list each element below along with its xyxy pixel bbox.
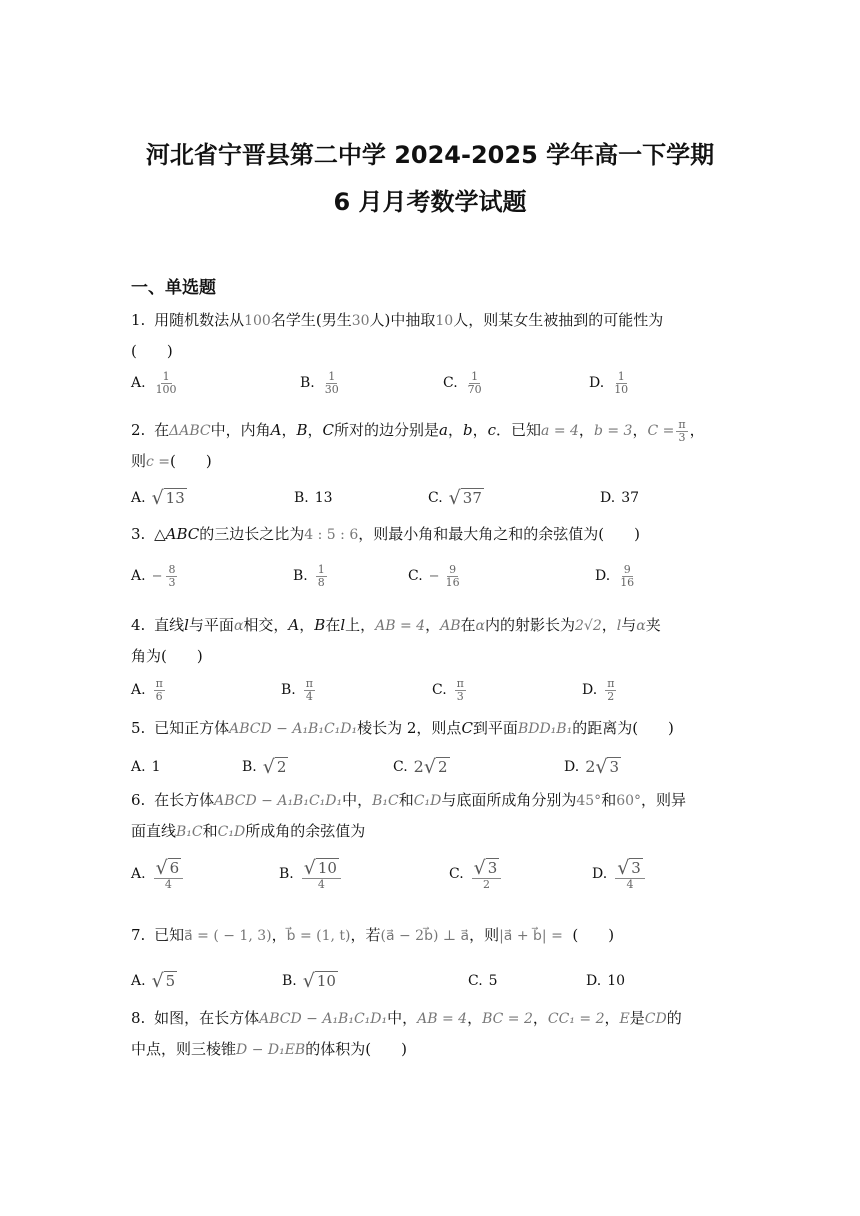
option-c [432,673,468,707]
question-text: ，则 [469,926,500,944]
square-root: √ 13 [151,487,185,509]
separator: ， [425,616,441,634]
options-q4 [131,673,731,707]
question-number: 8. [131,1009,146,1027]
fraction: $\frac{1}{100}$ [155,369,177,396]
separator: ， [689,421,705,439]
question-number: 6. [131,791,146,809]
question-text: △ [154,525,166,543]
variable: C [461,719,473,737]
option-b [281,673,317,707]
math-expr: AB = 4 [417,1011,468,1027]
question-text: 的距离为( ) [572,719,674,737]
question-text: 在 [325,616,341,634]
math-expr: 4 : 5 : 6 [304,527,359,543]
option-b [293,559,329,593]
options-q7 [131,964,731,998]
option-b [242,750,288,784]
question-text: 直线 [154,616,185,634]
question-text: 人)中抽取 [369,311,436,329]
math-expr: CD [644,1011,667,1027]
question-text: 已知正方体 [154,719,230,737]
option-c [408,559,464,593]
question-number: 2. [131,421,146,439]
option-label: D. [600,490,616,506]
question-text: 与平面 [188,616,234,634]
variable: a [439,421,448,439]
option-label: B. [294,490,309,506]
option-label: B. [279,866,294,882]
option-label: A. [131,375,146,391]
math-expr: CC₁ = 2 [547,1011,605,1027]
question-text: 和 [398,791,414,809]
separator: ， [271,926,287,944]
fraction: $\frac{\pi}{6}$ [155,676,163,703]
question-text: 与 [621,616,637,634]
fraction: √ 3 2 [472,858,502,891]
separator: ， [467,1009,483,1027]
option-b [279,852,343,896]
question-text: 已知 [154,926,185,944]
option-d [592,852,647,896]
math-expr: a = 4 [541,423,579,439]
option-d [600,481,639,515]
separator: ， [601,616,617,634]
option-a [131,559,179,593]
question-text: 与底面所成角分别为 [441,791,577,809]
math-expr: (a⃗ − 2b⃗) ⊥ a⃗ [380,928,470,944]
math-expr: B₁C [176,824,203,840]
question-text: 上， [345,616,376,634]
question-number: 1. [131,311,146,329]
question-text: ，则异 [641,791,687,809]
option-label: D. [595,568,611,584]
options-q5 [131,750,731,784]
option-a [131,673,167,707]
option-label: D. [586,973,602,989]
question-text: 用随机数法从 [154,311,245,329]
fraction: $\frac{1}{30}$ [324,369,339,396]
fraction: $\frac{1}{10}$ [614,369,629,396]
math-expr: D − D₁EB [236,1042,306,1058]
title-line-2: 6 月月考数学试题 [333,188,527,216]
square-root: 2 √ 2 [413,756,448,778]
fraction: $\frac{\pi}{3}$ [678,417,686,444]
option-d [586,964,625,998]
question-text: 的三边长之比为 [199,525,305,543]
math-expr: BDD₁B₁ [517,721,573,737]
question-text: 是 [629,1009,645,1027]
variable: A [288,616,300,634]
option-a [131,366,181,400]
option-label: C. [408,568,423,584]
option-c [468,964,498,998]
option-label: D. [589,375,605,391]
question-text: ( ) [572,926,615,944]
math-expr: a⃗ = ( − 1, 3) [184,928,272,944]
option-label: B. [281,682,296,698]
question-text: 角为( ) [131,647,203,665]
title-line-1: 河北省宁晋县第二中学 2024-2025 学年高一下学期 [145,141,715,169]
option-label: B. [282,973,297,989]
math-expr: α [475,618,485,634]
option-label: A. [131,759,146,775]
options-q6 [131,852,731,896]
option-label: C. [428,490,443,506]
option-a [131,964,177,998]
separator: ， [604,1009,620,1027]
variable: C [322,421,334,439]
question-text: 在 [154,421,170,439]
option-label: A. [131,490,146,506]
separator: ， [472,421,488,439]
option-c [428,481,484,515]
question-text: 到平面 [472,719,518,737]
math-expr: 100 [244,313,271,329]
math-expr: ABCD − A₁B₁C₁D₁ [259,1011,388,1027]
question-text: 则 [131,452,147,470]
question-3 [131,519,731,550]
question-4 [131,610,731,671]
math-expr: α [636,618,646,634]
fraction: $\frac{\pi}{2}$ [607,676,615,703]
question-text: ，若 [350,926,381,944]
variable: c [487,421,497,439]
section-heading: 一、单选题 [131,278,216,298]
option-c [443,366,486,400]
question-text: 和 [202,822,218,840]
option-d [595,559,638,593]
square-root: √ 10 [302,970,336,992]
square-root: √ 2 [262,756,287,778]
question-text: ( ) [170,452,212,470]
separator: ， [632,421,648,439]
fraction: $\frac{8}{3}$ [168,562,176,589]
math-expr: c = [146,454,171,470]
variable: l [184,616,189,634]
separator: ， [532,1009,548,1027]
math-expr: 60° [616,793,642,809]
option-label: C. [432,682,447,698]
square-root: 2 √ 3 [585,756,620,778]
variable: b [462,421,473,439]
math-expr: C = [647,423,675,439]
option-label: C. [449,866,464,882]
separator: ， [299,616,315,634]
options-q1 [131,366,731,400]
option-a [131,852,185,896]
question-text: 和 [601,791,617,809]
fraction: √ 6 4 [154,858,184,891]
option-d [564,750,621,784]
option-b [300,366,343,400]
question-text: 如图，在长方体 [154,1009,260,1027]
question-text: ．已知 [496,421,542,439]
minus-sign: − [151,568,163,584]
separator: ， [578,421,594,439]
question-6 [131,785,731,847]
question-text: 中点，则三棱锥 [131,1040,237,1058]
question-text: 中，内角 [210,421,271,439]
option-label: A. [131,682,146,698]
variable: A [270,421,282,439]
option-value: 13 [314,490,333,506]
option-label: C. [393,759,408,775]
fraction: $\frac{9}{16}$ [620,562,635,589]
option-label: A. [131,866,146,882]
math-expr: b = 3 [593,423,633,439]
question-text: 棱长为 2，则点 [357,719,462,737]
question-text: 的体积为( ) [305,1040,407,1058]
option-c [393,750,450,784]
question-text: 夹 [645,616,661,634]
math-expr: AB [440,618,461,634]
fraction: $\frac{1}{8}$ [317,562,325,589]
variable: B [296,421,308,439]
math-expr: C₁D [217,824,246,840]
math-expr: 10 [435,313,454,329]
math-expr: ABCD − A₁B₁C₁D₁ [214,793,343,809]
option-label: A. [131,973,146,989]
variable: B [314,616,326,634]
math-expr: E [619,1011,630,1027]
question-2 [131,415,731,477]
question-text: ，则最小角和最大角之和的余弦值为( ) [358,525,640,543]
question-1 [131,305,731,366]
option-label: B. [293,568,308,584]
question-text: 面直线 [131,822,177,840]
fraction: $\frac{\pi}{4}$ [305,676,313,703]
math-expr: 30 [351,313,370,329]
option-label: C. [443,375,458,391]
question-7 [131,920,731,951]
option-d [589,366,632,400]
option-b [282,964,338,998]
question-text: 名学生(男生 [270,311,352,329]
option-label: B. [300,375,315,391]
math-expr: 2√2 [575,618,602,634]
variable: l [340,616,346,634]
variable: ABC [165,525,200,543]
question-number: 4. [131,616,146,634]
question-text: 相交， [243,616,289,634]
math-expr: BC = 2 [482,1011,533,1027]
question-text: 在长方体 [154,791,215,809]
separator: ， [447,421,463,439]
option-label: A. [131,568,146,584]
question-number: 3. [131,525,146,543]
question-text: 在 [460,616,476,634]
minus-sign: − [428,568,440,584]
math-expr: B₁C [372,793,399,809]
question-text: 中， [387,1009,418,1027]
fraction: √ 10 4 [302,858,341,891]
math-expr: |a⃗ + b⃗| = [499,928,563,944]
math-expr: α [233,618,244,634]
separator: ， [307,421,323,439]
option-value: 5 [488,973,498,989]
math-expr: C₁D [413,793,442,809]
option-label: B. [242,759,257,775]
fraction: $\frac{1}{70}$ [467,369,482,396]
question-text: 内的射影长为 [485,616,576,634]
question-text: ( ) [131,342,173,360]
options-q3 [131,559,731,593]
math-expr: 45° [576,793,602,809]
math-expr: ΔABC [169,423,211,439]
option-c [449,852,503,896]
square-root: √ 37 [448,487,482,509]
question-text: 中， [342,791,373,809]
question-number: 7. [131,926,146,944]
question-text: 所对的边分别是 [334,421,440,439]
option-label: D. [592,866,608,882]
option-value: 1 [151,759,161,775]
option-value: 37 [621,490,640,506]
fraction: √ 3 4 [615,858,645,891]
option-label: C. [468,973,483,989]
fraction: $\frac{\pi}{3}$ [456,676,464,703]
question-text: 所成角的余弦值为 [245,822,366,840]
option-value: 10 [607,973,626,989]
math-expr: ABCD − A₁B₁C₁D₁ [229,721,358,737]
question-number: 5. [131,719,146,737]
options-q2 [131,481,731,515]
square-root: √ 5 [151,970,176,992]
separator: ， [281,421,297,439]
question-text: 人，则某女生被抽到的可能性为 [453,311,664,329]
question-5 [131,713,731,744]
option-d [582,673,618,707]
option-a [131,750,160,784]
option-a [131,481,187,515]
option-label: D. [564,759,580,775]
option-b [294,481,333,515]
question-8 [131,1003,731,1065]
question-text: 的 [666,1009,682,1027]
fraction: $\frac{9}{16}$ [445,562,460,589]
option-label: D. [582,682,598,698]
math-expr: AB = 4 [375,618,426,634]
math-expr: b⃗ = (1, t) [286,928,351,944]
math-expr: l [616,618,622,634]
